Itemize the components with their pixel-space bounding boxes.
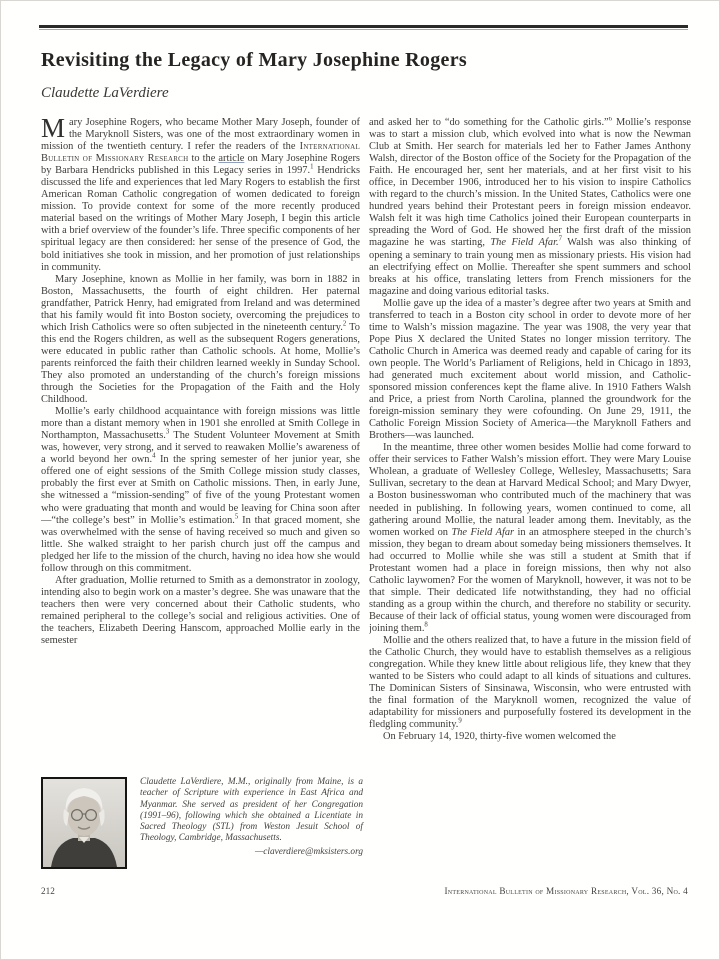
text-run: Mollie’s early childhood acquaintance with foreign missions was little more than a distant memory when in 1901 she enrolled at Smith College in Northampton, Massachusetts. [41,406,360,442]
article-link[interactable]: article [218,153,245,165]
author-bio-body [140,777,363,843]
article-author: Claudette LaVerdiere [41,85,169,101]
footnote-marker: 4 [152,452,156,460]
text-run: On February 14, 1920, thirty-five women welcomed the [383,731,616,743]
author-bio-text [140,777,363,869]
author-bio [41,777,363,869]
text-run: Hendricks discussed the life and experiences that led Mary Rogers to establish the first American Roman Catholic congregation of women dedicated to foreign mission. To provide context for some of the more recently produced material based on the writings of Mother Mary Joseph, I begin this article with a brief overview of the founder’s life. Three specific components of her spiritual legacy are then considered: her sense of the presence of God, the bold initiatives she took in mission, and her promotion of just relationships in community. [41,165,360,273]
paragraph [369,117,691,298]
text-run: in an atmosphere steeped in the church’s mission, they began to dream about someday being missioners themselves. It had occurred to Mollie while she was still a student at Smith that if Protestant women had a place in foreign missions, then why not also Catholic laywomen? For the women of Maryknoll, however, it was not to be that simple. Their dedicated life notwithstanding, they had no official standing as a group within the church, and therefore no stability or security. Because of their lack of official status, young women were discouraged from joining them. [369,526,691,634]
header-rule-thick [39,25,688,28]
paragraph [369,298,691,443]
text-run: International Bulletin of Missionary Research, Vol. 36, No. 4 [444,886,688,896]
header-rule [39,25,688,30]
text-run: In that graced moment, she was overwhelmed with the sense of having received so much and given so little. She walked straight to her parish church just off the campus and pledged her life to the mission of the church, having no idea how she would follow through on this commitment. [41,514,360,574]
footnote-marker: 8 [424,621,428,629]
text-run: ary Josephine Rogers, who became Mother Mary Joseph, founder of the Maryknoll Sisters, was one of the most extraordinary women in mission of the twentieth century. I refer the readers of the [41,117,360,153]
author-portrait-image [43,779,125,867]
page-footer [41,886,688,896]
paragraph [41,406,360,575]
text-run: After graduation, Mollie returned to Smith as a demonstrator in zoology, intending also to begin work on a master’s degree. She was unaware that the teachers then were very concerned about their Catholic students, who remained peripheral to the college’s social and religious activities. One of the teachers, Elizabeth Deering Hanscom, approached Mollie early in the semester [41,574,360,647]
article-title: Revisiting the Legacy of Mary Josephine Rogers [41,49,467,71]
text-run: The Field Afar [451,526,515,538]
header-rule-thin [39,29,688,30]
author-email: —claverdiere@mksisters.org [255,846,363,857]
paragraph-text [41,117,360,273]
footnote-marker: 5 [234,513,239,521]
footnote-marker: 1 [310,163,314,171]
text-run: To this end the Rogers children, as well as the subsequent Rogers generations, were educated in public rather than Catholic schools. At home, Mollie’s parents reinforced the faith their children learned weekly in Sunday School. They also promoted an understanding of the church’s foreign missions through the Societies for the Propagation of the Faith and the Holy Childhood. [41,321,360,406]
text-run: Walsh was also thinking of opening a seminary to train young men as missionary priests. His vision had an electrifying effect on Mollie. Thereafter she spent summers and school breaks at his office, translating letters from French missioners for the magazine and doing various editorial tasks. [369,237,691,297]
text-run: to the [188,153,219,165]
footnote-marker: 3 [165,428,170,436]
text-run: Mary Josephine, known as Mollie in her family, was born in 1882 in Boston, Massachusetts, the fourth of eight children. Her paternal grandfather, Patrick Henry, had emigrated from Ireland and was determined that his family would fit into Boston society, overcoming the prejudices to which Irish Catholics were so often subjected in the nineteenth century. [41,273,360,333]
text-run: The Student Volunteer Movement at Smith was, however, very strong, and it served to reawaken Mollie’s awareness of a world beyond her own. [41,430,360,466]
left-column [41,117,360,867]
text-run: on Mary Josephine Rogers by Barbara Hendricks published in this Legacy series in 1997. [41,153,360,177]
journal-citation [444,886,688,896]
paragraph [41,274,360,407]
footnote-marker: 6 [608,117,613,123]
paragraph [369,442,691,635]
text-run: International Bulletin of Missionary Research [41,141,360,165]
paragraph [369,635,691,731]
page-number: 212 [41,886,55,896]
article-body [41,117,691,867]
footnote-marker: 2 [342,320,347,328]
footnote-marker: 7 [558,236,562,243]
footnote-marker: 9 [458,717,462,725]
text-run: The Field Afar. [490,237,559,249]
author-photo [41,777,127,869]
paragraph [41,575,360,647]
text-run: Mollie gave up the idea of a master’s degree after two years at Smith and transferred to teach in a Boston city school in order to devote more of her time to Walsh’s mission magazine. The year was 1908, the very year that Pope Pius X declared the United States no longer mission territory. The Catholic Church in America was deemed ready and capable of caring for its own people. The World’s Parliament of Religions, held in Chicago in 1893, had generated much excitement about world mission, and Catholic-sponsored mission conferences kept the flame alive. In 1910 Fathers Walsh and Price, a priest from North Carolina, planned the groundwork for the foreign-mission seminary they were cofounding. On June 29, 1911, the Catholic Foreign Mission Society of America—the Maryknoll Fathers and Brothers—was launched. [369,297,691,442]
paragraph [369,731,691,743]
text-run: Mollie’s response was to start a mission club, which evolved into what is now the Newman Club at Smith. Her search for materials led her to Father James Anthony Walsh, director of the Boston office of the Society for the Propagation of the Faith. He encouraged her, sent her materials, and at her first visit to his office, in December 1906, introduced her to his vision to inspire Catholics with regard to the church’s mission. In the United States, Catholics were one hundred years behind their Protestant peers in foreign mission endeavor. Walsh felt it was high time Catholics joined their European counterparts in spreading the Word of God. He showed her the first draft of the mission magazine he was starting, [369,117,691,249]
text-run: In the meantime, three other women besides Mollie had come forward to offer their services to Father Walsh’s mission effort. They were Mary Louise Wholean, a graduate of Wellesley College, Wellesley, Massachusetts; Sara Sullivan, secretary to the dean at Harvard Medical School; and Mary Dwyer, a Boston businesswoman who contributed much of the machinery that was needed in publishing. In following years, women continued to come, all gathering around Mollie, the natural leader among them. Inevitably, as the women worked on [369,442,691,538]
text-run: Claudette LaVerdiere, M.M., originally from Maine, is a teacher of Scripture with experience in East Africa and Myanmar. She served as president of her Congregation (1991–96), following which she obtained a Licentiate in Sacred Theology (STL) from Weston Jesuit School of Theology, Cambridge, Massachusetts. [140,777,363,844]
text-run: Mollie and the others realized that, to have a future in the mission field of the Catholic Church, they would have to establish themselves as a religious congregation. While they knew little about religious life, they knew that they wanted to be Sisters who could adapt to all kinds of situations and cultures. The Dominican Sisters of Sinsinawa, Wisconsin, who were entrusted with the final formation of the Maryknoll women, recognized the value of adaptability for missioners and purposefully fostered its development in the fledgling community. [369,635,691,731]
dropcap: M [41,117,66,143]
text-run: In the spring semester of her junior year, she offered one of eight sessions of the Smith College mission study classes, probably the first ever at Smith on Catholic missions. Then, in early June, she witnessed a “mission-sending” of five of the young Protestant women who were graduating that month and would be leaving for China soon after—“the college’s best” in Mollie’s estimation. [41,454,360,526]
paragraph [41,117,360,274]
left-column-text [41,117,360,769]
text-run: and asked her to “do something for the Catholic girls.” [369,117,609,128]
right-column [369,117,691,867]
